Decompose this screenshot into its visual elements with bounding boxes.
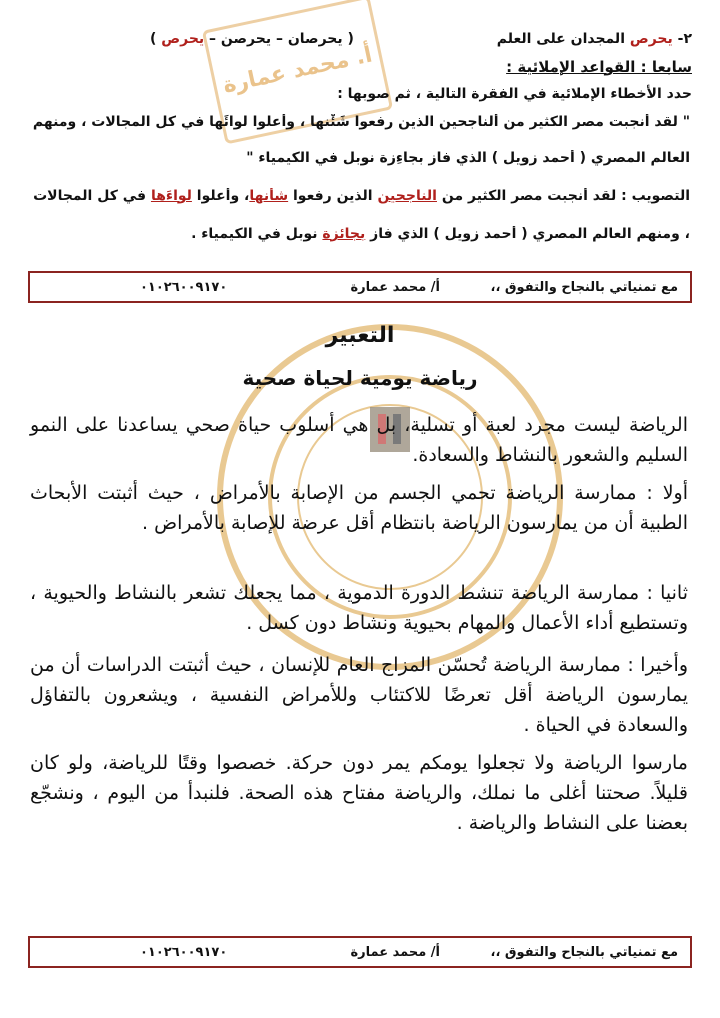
section2-sentence: ٢- يحرص المجدان على العلم xyxy=(496,31,692,47)
corrected-word: بجائزة xyxy=(322,226,366,242)
quote-line: العالم المصري ( أحمد زويل ) الذي فاز بجاءِزة نوبل في الكيمياء " xyxy=(246,150,690,166)
correction-line: التصويب : لقد أنجبت مصر الكثير من الناجحين الذين رفعوا شأنها، وأعلوا لواءَها في كل المجالات xyxy=(33,188,690,204)
essay-title: رياضة يومية لحياة صحية xyxy=(242,366,478,390)
footer-box xyxy=(28,936,692,968)
footer-teacher: أ/ محمد عمارة xyxy=(350,945,440,960)
section2-options: ( يحرصان – يحرصن – يحرص ) xyxy=(150,31,354,47)
corrected-word: لواءَها xyxy=(150,188,192,204)
essay-heading: التعبير xyxy=(325,323,395,348)
footer-teacher: أ/ محمد عمارة xyxy=(350,280,440,295)
footer-phone: ٠١٠٢٦٠٠٩١٧٠ xyxy=(140,945,228,960)
essay-paragraph: مارسوا الرياضة ولا تجعلوا يومكم يمر دون حركة. خصصوا وقتًا للرياضة، ولو كان قليلاً. صحتنا أغلى ما نملك، والرياضة مفتاح هذه الصحة. فلنبدأ من اليوم ، ونشجّع بعضنا على النشاط والرياضة . xyxy=(30,752,688,834)
instruction: حدد الأخطاء الإملائية في الفقرة التالية ، ثم صوبها : xyxy=(337,86,692,102)
essay-paragraph: الرياضة ليست مجرد لعبة أو تسلية، بل هي أسلوب حياة صحي يساعدنا على النمو السليم والشعور بالنشاط والسعادة. xyxy=(30,414,688,466)
essay-paragraph: أولا : ممارسة الرياضة تحمي الجسم من الإصابة بالأمراض ، حيث أثبتت الأبحاث الطبية أن من يمارسون الرياضة بانتظام أقل عرضة للإصابة بالأمراض . xyxy=(30,482,688,534)
corrected-word: شأنها xyxy=(249,188,289,204)
section-heading: سابعا : القواعد الإملائية : xyxy=(506,58,692,76)
footer-box xyxy=(28,271,692,303)
corrected-word: الناجحين xyxy=(377,188,437,204)
quote-line: " لقد أنجبت مصر الكثير من ألناجحين الذين رفعوا شَئْنها ، وأعلوا لوائَها في كل المجالات ، ومنهم xyxy=(32,114,690,130)
highlighted-word: يحرص xyxy=(629,31,673,47)
footer-wish: مع تمنياتي بالنجاح والتفوق ،، xyxy=(490,945,678,960)
essay-paragraph: ثانيا : ممارسة الرياضة تنشط الدورة الدموية ، مما يجعلك تشعر بالنشاط والحيوية ، وتستطيع أداء الأعمال والمهام بحيوية ونشاط دون كسل . xyxy=(30,582,688,634)
footer-wish: مع تمنياتي بالنجاح والتفوق ،، xyxy=(490,280,678,295)
correction-line: ، ومنهم العالم المصري ( أحمد زويل ) الذي فاز بجائزة نوبل في الكيمياء . xyxy=(191,226,690,242)
stamp-text: أ. محمد عمارة xyxy=(220,41,375,99)
footer-phone: ٠١٠٢٦٠٠٩١٧٠ xyxy=(140,280,228,295)
essay-paragraph: وأخيرا : ممارسة الرياضة تُحسّن المزاج العام للإنسان ، حيث أثبتت الدراسات أن من يمارسون الرياضة أقل تعرضًا للاكتئاب وللأمراض النفسية ، ويشعرون بالتفاؤل والسعادة في الحياة . xyxy=(30,654,688,736)
